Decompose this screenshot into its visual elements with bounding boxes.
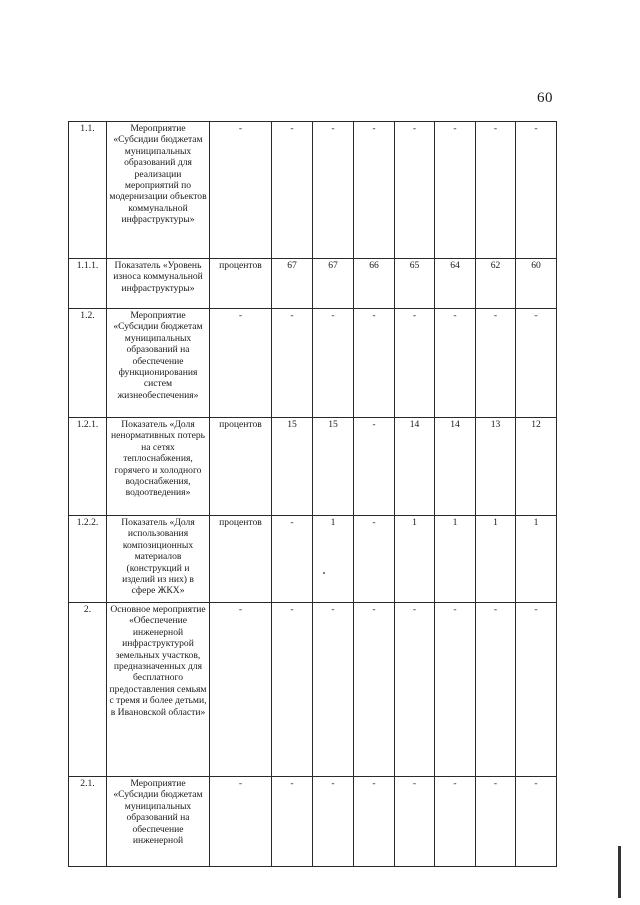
row-value: - xyxy=(272,309,313,418)
row-value: 1 xyxy=(476,516,516,603)
row-name: Мероприятие «Субсидии бюджетам муниципальных образований на обеспечение функционирования систем жизнеобеспечения» xyxy=(107,309,210,418)
row-number: 2.1. xyxy=(69,777,107,867)
row-value: 60 xyxy=(516,259,557,309)
row-value: - xyxy=(313,777,354,867)
row-value: - xyxy=(395,309,435,418)
row-value: - xyxy=(313,122,354,259)
row-name: Показатель «Доля ненормативных потерь на сетях теплоснабжения, горячего и холодного водоснабжения, водоотведения» xyxy=(107,418,210,516)
indicators-table xyxy=(68,121,557,867)
row-value: 1 xyxy=(395,516,435,603)
row-value: 13 xyxy=(476,418,516,516)
table-row xyxy=(69,777,557,867)
row-value: - xyxy=(272,516,313,603)
row-value: - xyxy=(313,603,354,777)
row-value: 12 xyxy=(516,418,557,516)
row-number: 1.2.1. xyxy=(69,418,107,516)
row-value: 15 xyxy=(272,418,313,516)
row-value: - xyxy=(354,777,395,867)
table-row xyxy=(69,122,557,259)
row-value: 1 xyxy=(313,516,354,603)
row-value: 14 xyxy=(435,418,476,516)
row-value: 1 xyxy=(435,516,476,603)
row-number: 1.1.1. xyxy=(69,259,107,309)
row-value: - xyxy=(395,122,435,259)
row-unit: процентов xyxy=(210,516,272,603)
row-value: - xyxy=(516,603,557,777)
row-value: - xyxy=(435,777,476,867)
row-value: - xyxy=(395,777,435,867)
row-value: - xyxy=(354,603,395,777)
row-unit: - xyxy=(210,309,272,418)
row-value: - xyxy=(313,309,354,418)
row-value: 62 xyxy=(476,259,516,309)
row-name: Мероприятие «Субсидии бюджетам муниципальных образований на обеспечение инженерной xyxy=(107,777,210,867)
row-value: 1 xyxy=(516,516,557,603)
row-number: 1.2.2. xyxy=(69,516,107,603)
table-row xyxy=(69,516,557,603)
row-value: - xyxy=(354,418,395,516)
table-row xyxy=(69,603,557,777)
row-value: 64 xyxy=(435,259,476,309)
table-row xyxy=(69,309,557,418)
row-name: Показатель «Доля использования композиционных материалов (конструкций и изделий из них) в сфере ЖКХ» xyxy=(107,516,210,603)
row-unit: - xyxy=(210,777,272,867)
row-unit: процентов xyxy=(210,418,272,516)
row-value: - xyxy=(516,777,557,867)
row-value: - xyxy=(435,603,476,777)
row-unit: - xyxy=(210,122,272,259)
row-value: - xyxy=(476,777,516,867)
row-number: 1.1. xyxy=(69,122,107,259)
row-value: - xyxy=(476,309,516,418)
table-row xyxy=(69,418,557,516)
row-value: - xyxy=(395,603,435,777)
row-value: - xyxy=(354,516,395,603)
table-row xyxy=(69,259,557,309)
row-value: - xyxy=(476,603,516,777)
row-value: 65 xyxy=(395,259,435,309)
row-unit: процентов xyxy=(210,259,272,309)
page-number: 60 xyxy=(537,90,553,106)
row-name: Показатель «Уровень износа коммунальной инфраструктуры» xyxy=(107,259,210,309)
row-number: 1.2. xyxy=(69,309,107,418)
row-value: - xyxy=(272,603,313,777)
table-body xyxy=(69,122,557,867)
row-unit: - xyxy=(210,603,272,777)
row-value: 67 xyxy=(313,259,354,309)
row-value: - xyxy=(516,122,557,259)
scan-speck xyxy=(323,572,325,574)
row-value: 14 xyxy=(395,418,435,516)
row-name: Мероприятие «Субсидии бюджетам муниципальных образований для реализации мероприятий по модернизации объектов коммунальной инфраструктуры» xyxy=(107,122,210,259)
row-value: - xyxy=(435,122,476,259)
row-name: Основное мероприятие «Обеспечение инженерной инфраструктурой земельных участков, предназначенных для бесплатного предоставления семьям с тремя и более детьми, в Ивановской области» xyxy=(107,603,210,777)
row-value: 67 xyxy=(272,259,313,309)
row-value: - xyxy=(354,309,395,418)
row-value: 66 xyxy=(354,259,395,309)
row-value: - xyxy=(516,309,557,418)
scan-edge-mark xyxy=(618,846,621,898)
row-number: 2. xyxy=(69,603,107,777)
row-value: - xyxy=(354,122,395,259)
row-value: - xyxy=(272,122,313,259)
row-value: - xyxy=(476,122,516,259)
row-value: - xyxy=(272,777,313,867)
row-value: 15 xyxy=(313,418,354,516)
row-value: - xyxy=(435,309,476,418)
